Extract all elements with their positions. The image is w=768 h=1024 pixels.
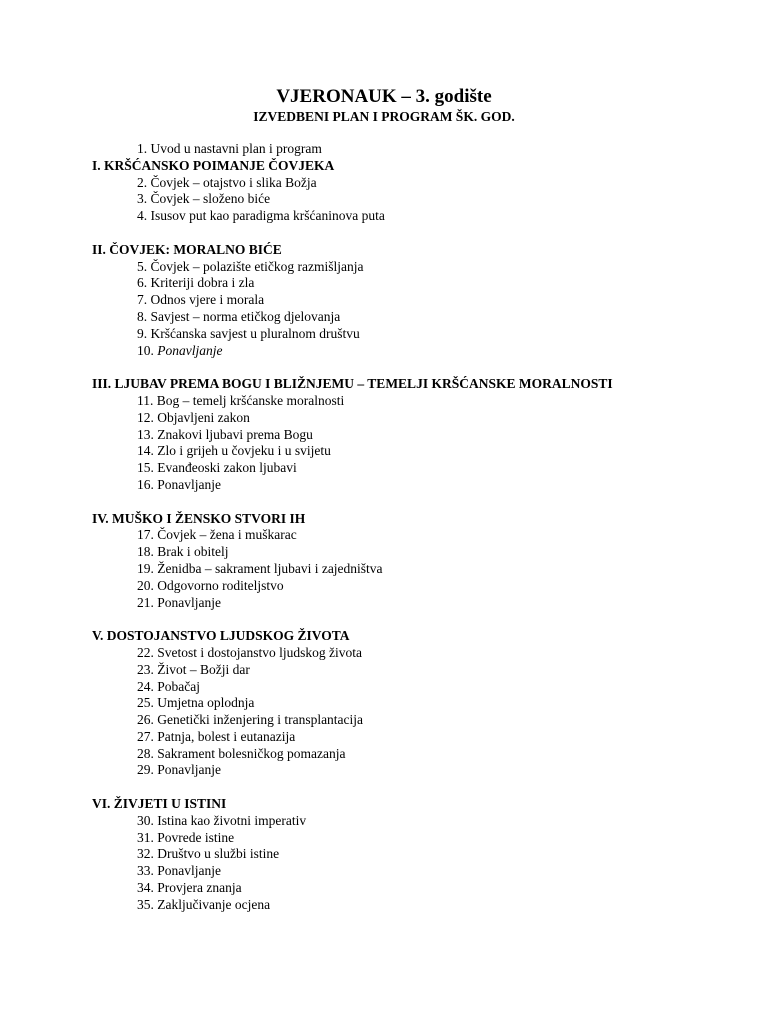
list-item: 20. Odgovorno roditeljstvo (137, 577, 284, 593)
item-text: Ponavljanje (157, 342, 223, 358)
list-item: 3. Čovjek – složeno biće (137, 191, 271, 207)
list-item: 26. Genetički inženjering i transplantacija (137, 712, 364, 728)
list-item: 7. Odnos vjere i morala (137, 292, 265, 308)
list-item: 24. Pobačaj (137, 678, 200, 694)
list-item: 18. Brak i obitelj (137, 544, 229, 560)
section-heading-1: I. KRŠĆANSKO POIMANJE ČOVJEKA (92, 157, 335, 173)
item-number: 10. (137, 342, 158, 358)
list-item: 13. Znakovi ljubavi prema Bogu (137, 426, 313, 442)
list-item: 30. Istina kao životni imperativ (137, 812, 307, 828)
list-item: 16. Ponavljanje (137, 476, 221, 492)
section-heading-6: VI. ŽIVJETI U ISTINI (92, 796, 227, 812)
list-item: 9. Kršćanska savjest u pluralnom društvu (137, 325, 360, 341)
list-item: 19. Ženidba – sakrament ljubavi i zajedništva (137, 560, 383, 576)
document-subtitle: IZVEDBENI PLAN I PROGRAM ŠK. GOD. (253, 109, 515, 124)
section-heading-2: II. ČOVJEK: MORALNO BIĆE (92, 241, 282, 257)
list-item: 32. Društvo u službi istine (137, 846, 280, 862)
list-item: 11. Bog – temelj kršćanske moralnosti (137, 392, 345, 408)
list-item: 2. Čovjek – otajstvo i slika Božja (137, 174, 317, 190)
document-title: VJERONAUK – 3. godište (276, 86, 492, 107)
list-item: 33. Ponavljanje (137, 863, 221, 879)
list-item: 31. Povrede istine (137, 829, 235, 845)
section-heading-4: IV. MUŠKO I ŽENSKO STVORI IH (92, 510, 306, 526)
list-item: 28. Sakrament bolesničkog pomazanja (137, 745, 346, 761)
lesson-plan (92, 141, 652, 914)
list-item: 17. Čovjek – žena i muškarac (137, 527, 297, 543)
list-item: 35. Zaključivanje ocjena (137, 896, 271, 912)
list-item: 14. Zlo i grijeh u čovjeku i u svijetu (137, 443, 331, 459)
list-item (92, 343, 652, 360)
list-item: 4. Isusov put kao paradigma kršćaninova puta (137, 208, 385, 224)
list-item: 25. Umjetna oplodnja (137, 695, 255, 711)
intro-item: 1. Uvod u nastavni plan i program (137, 141, 322, 156)
list-item: 5. Čovjek – polazište etičkog razmišljanja (137, 258, 364, 274)
list-item: 6. Kriteriji dobra i zla (137, 275, 255, 291)
list-item: 21. Ponavljanje (137, 594, 221, 610)
section-heading-3: III. LJUBAV PREMA BOGU I BLIŽNJEMU – TEMELJI KRŠĆANSKE MORALNOSTI (92, 376, 613, 392)
list-item: 34. Provjera znanja (137, 880, 242, 896)
list-item: 23. Život – Božji dar (137, 661, 250, 677)
list-item: 8. Savjest – norma etičkog djelovanja (137, 308, 341, 324)
section-heading-5: V. DOSTOJANSTVO LJUDSKOG ŽIVOTA (92, 628, 350, 644)
list-item: 27. Patnja, bolest i eutanazija (137, 728, 296, 744)
list-item: 22. Svetost i dostojanstvo ljudskog života (137, 644, 362, 660)
list-item: 29. Ponavljanje (137, 762, 221, 778)
list-item: 12. Objavljeni zakon (137, 409, 250, 425)
list-item: 15. Evanđeoski zakon ljubavi (137, 460, 297, 476)
